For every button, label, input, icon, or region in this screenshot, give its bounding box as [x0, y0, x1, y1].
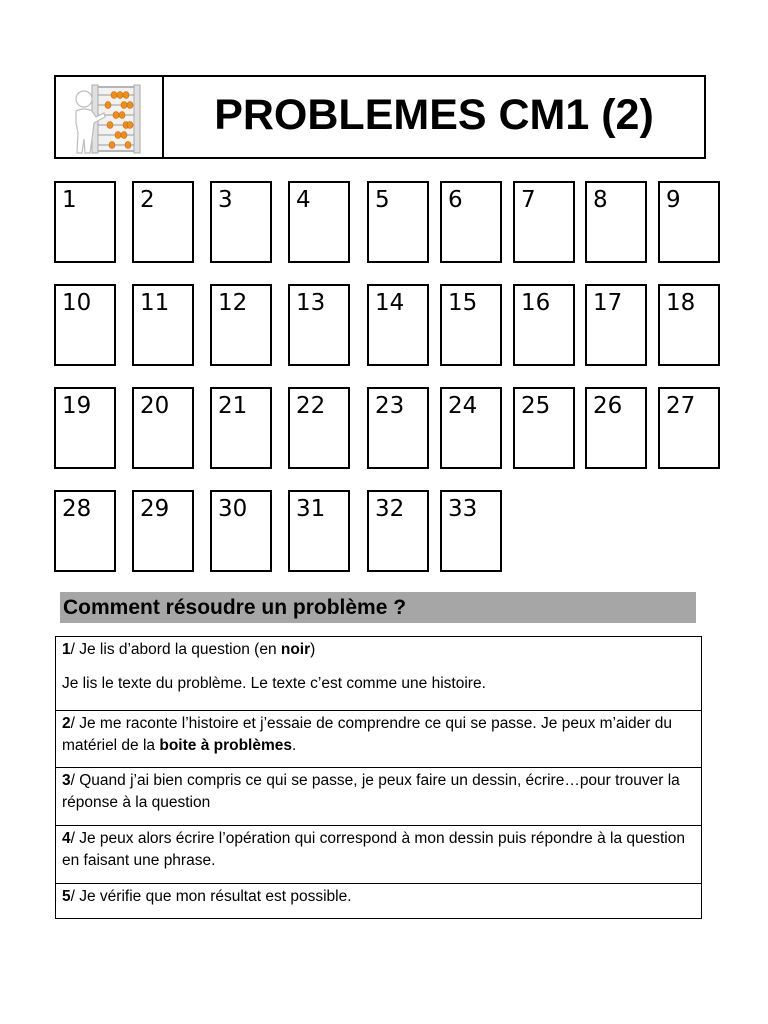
step-1-line-2: Je lis le texte du problème. Le texte c’est comme une histoire.	[62, 675, 486, 692]
step-number: 5	[62, 888, 71, 905]
problem-box-23: 23	[367, 387, 429, 469]
problem-box-1: 1	[54, 181, 116, 263]
problem-box-30: 30	[210, 490, 272, 572]
problem-box-6: 6	[440, 181, 502, 263]
step-row-4	[56, 826, 701, 884]
header-box	[54, 75, 706, 159]
problem-box-10: 10	[54, 284, 116, 366]
problem-box-25: 25	[513, 387, 575, 469]
problem-box-8: 8	[585, 181, 647, 263]
step-row-1	[56, 637, 701, 711]
problem-box-26: 26	[585, 387, 647, 469]
problem-box-33: 33	[440, 490, 502, 572]
abacus-figure-icon	[70, 83, 150, 155]
problem-box-13: 13	[288, 284, 350, 366]
problem-box-18: 18	[658, 284, 720, 366]
problem-box-5: 5	[367, 181, 429, 263]
method-steps-table	[55, 636, 702, 919]
step-5-text: 5/ Je vérifie que mon résultat est possible.	[62, 888, 352, 905]
problem-box-28: 28	[54, 490, 116, 572]
step-number: 1	[62, 641, 71, 658]
problem-box-11: 11	[132, 284, 194, 366]
bold-keyword: noir	[280, 641, 311, 658]
problem-box-4: 4	[288, 181, 350, 263]
step-row-2	[56, 711, 701, 768]
problem-box-24: 24	[440, 387, 502, 469]
problem-box-19: 19	[54, 387, 116, 469]
problem-box-15: 15	[440, 284, 502, 366]
step-2-text: 2/ Je me raconte l’histoire et j’essaie de comprendre ce qui se passe. Je peux m’aider du matériel de la boite à problèmes.	[62, 715, 673, 754]
logo-cell	[56, 77, 164, 157]
step-1-line-1: 1/ Je lis d’abord la question (en noir)	[62, 641, 316, 658]
step-number: 3	[62, 772, 71, 789]
problem-box-22: 22	[288, 387, 350, 469]
step-row-5	[56, 884, 701, 918]
step-4-text: 4/ Je peux alors écrire l’opération qui correspond à mon dessin puis répondre à la question en faisant une phrase.	[62, 830, 685, 869]
step-number: 4	[62, 830, 71, 847]
problem-box-31: 31	[288, 490, 350, 572]
problem-box-2: 2	[132, 181, 194, 263]
problem-box-21: 21	[210, 387, 272, 469]
problem-box-7: 7	[513, 181, 575, 263]
page-title: PROBLEMES CM1 (2)	[214, 90, 654, 139]
problem-box-32: 32	[367, 490, 429, 572]
step-number: 2	[62, 715, 71, 732]
step-row-3	[56, 768, 701, 826]
problem-box-27: 27	[658, 387, 720, 469]
bold-keyword: boite à problèmes	[159, 737, 293, 754]
problem-box-29: 29	[132, 490, 194, 572]
problem-box-12: 12	[210, 284, 272, 366]
problem-box-20: 20	[132, 387, 194, 469]
problem-box-9: 9	[658, 181, 720, 263]
problem-box-3: 3	[210, 181, 272, 263]
step-3-text: 3/ Quand j’ai bien compris ce qui se passe, je peux faire un dessin, écrire…pour trouver la réponse à la question	[62, 772, 680, 811]
problem-box-17: 17	[585, 284, 647, 366]
method-section-title: Comment résoudre un problème ?	[60, 592, 696, 623]
problem-box-14: 14	[367, 284, 429, 366]
problem-box-16: 16	[513, 284, 575, 366]
